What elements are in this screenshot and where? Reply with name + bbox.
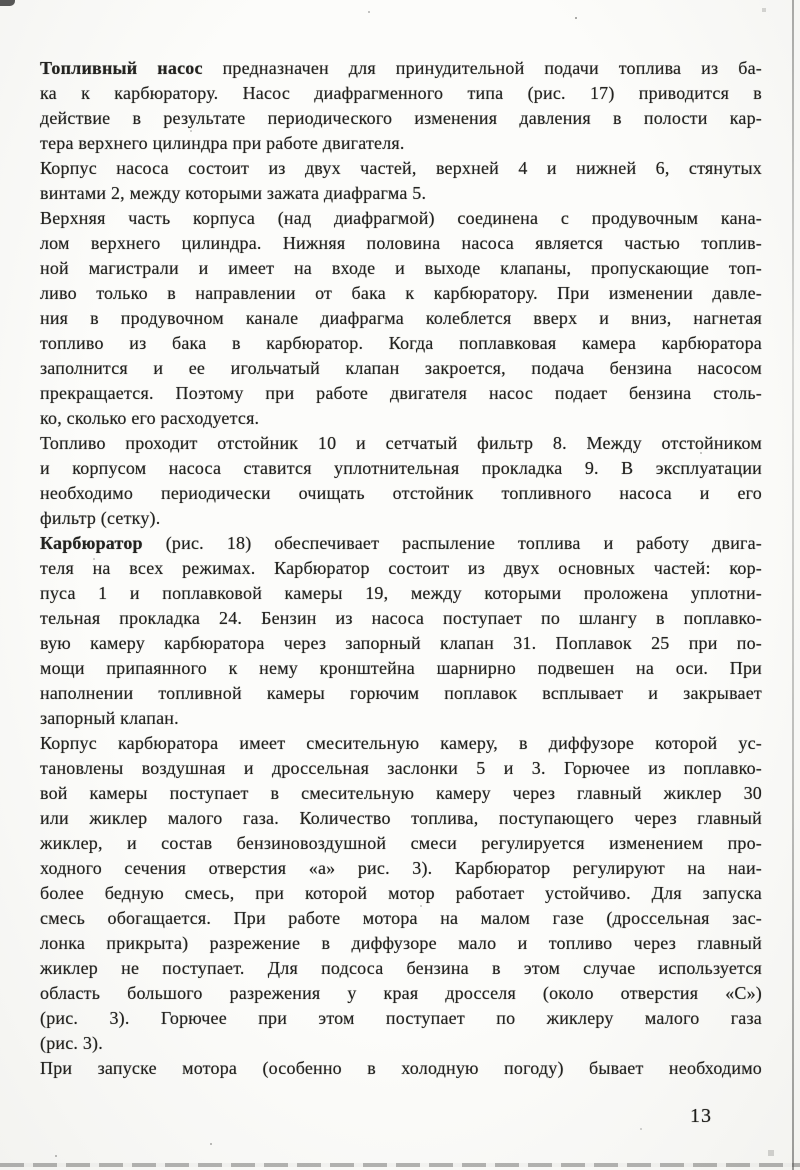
text-line: вую камеру карбюратора через запорный клапан 31. Поплавок 25 при по- [40, 633, 762, 653]
text-line: ко, сколько его расходуется. [40, 408, 260, 428]
text-line: винтами 2, между которыми зажата диафрагма 5. [40, 183, 427, 203]
paragraph [40, 431, 762, 531]
text-line: ливо только в направлении от бака к карбюратору. При изменении давле- [40, 283, 762, 303]
text-line: действие в результате периодического изменения давления в полости кар- [40, 108, 762, 128]
bold-lead-words: Топливный насос [40, 58, 203, 78]
text-line: тельная прокладка 24. Бензин из насоса поступает по шлангу в поплавко- [40, 608, 762, 628]
bold-lead-words: Карбюратор [40, 533, 143, 553]
text-line: (рис. 3). [40, 1033, 103, 1053]
paragraph [40, 1056, 762, 1081]
text-line: Топливо проходит отстойник 10 и сетчатый фильтр 8. Между отстойником [40, 433, 762, 453]
text-line: и корпусом насоса ставится уплотнительная прокладка 9. В эксплуатации [40, 458, 762, 478]
text-line: Корпус карбюратора имеет смесительную камеру, в диффузоре которой ус- [40, 733, 762, 753]
text-line: Топливный насос предназначен для принудительной подачи топлива из ба- [40, 58, 763, 78]
scan-artifact-corner-blot [0, 0, 15, 6]
scan-noise-specks [0, 0, 2, 2]
text-line: (рис. 3). Горючее при этом поступает по жиклеру малого газа [40, 1008, 762, 1028]
text-line: необходимо периодически очищать отстойник топливного насоса и его [40, 483, 762, 503]
page-text-block [40, 56, 762, 1081]
text-line: лонка прикрыта) разрежение в диффузоре мало и топливо через главный [40, 933, 762, 953]
text-line: вой камеры поступает в смесительную камеру через главный жиклер 30 [40, 783, 762, 803]
text-line: Верхняя часть корпуса (над диафрагмой) соединена с продувочным кана- [40, 208, 762, 228]
text-line: мощи припаянного к нему кронштейна шарнирно подвешен на оси. При [40, 658, 762, 678]
text-line: наполнении топливной камеры горючим поплавок всплывает и закрывает [40, 683, 762, 703]
text-line: жиклер не поступает. Для подсоса бензина в этом случае используется [40, 958, 762, 978]
paragraph [40, 731, 762, 1056]
paragraph [40, 156, 762, 206]
text-line: фильтр (сетку). [40, 508, 161, 528]
page-number: 13 [690, 1105, 712, 1127]
text-line: ка к карбюратору. Насос диафрагменного типа (рис. 17) приводится в [40, 83, 762, 103]
text-line: Корпус насоса состоит из двух частей, верхней 4 и нижней 6, стянутых [40, 158, 762, 178]
text-line: теля на всех режимах. Карбюратор состоит из двух основных частей: кор- [40, 558, 762, 578]
scan-artifact-right-edge-line [792, 0, 794, 1170]
text-line: тера верхнего цилиндра при работе двигателя. [40, 133, 405, 153]
text-line: ной магистрали и имеет на входе и выходе клапаны, пропускающие топ- [40, 258, 762, 278]
text-line: топливо из бака в карбюратор. Когда поплавковая камера карбюратора [40, 333, 762, 353]
text-line: заполнится и ее игольчатый клапан закроется, подача бензина насосом [40, 358, 762, 378]
text-line: прекращается. Поэтому при работе двигателя насос подает бензина столь- [40, 383, 762, 403]
paragraph [40, 56, 762, 156]
text-line: пуса 1 и поплавковой камеры 19, между которыми проложена уплотни- [40, 583, 762, 603]
text-line: жиклер, и состав бензиновоздушной смеси регулируется изменением про- [40, 833, 762, 853]
text-line: ния в продувочном канале диафрагма колеблется вверх и вниз, нагнетая [40, 308, 762, 328]
text-line: более бедную смесь, при которой мотор работает устойчиво. Для запуска [40, 883, 762, 903]
text-line: ходного сечения отверстия «а» рис. 3). Карбюратор регулируют на наи- [40, 858, 762, 878]
scan-artifact-bottom-line [0, 1163, 800, 1167]
text-line: лом верхнего цилиндра. Нижняя половина насоса является частью топлив- [40, 233, 762, 253]
text-line: смесь обогащается. При работе мотора на малом газе (дроссельная зас- [40, 908, 762, 928]
text-line: тановлены воздушная и дроссельная заслонки 5 и 3. Горючее из поплавко- [40, 758, 762, 778]
text-line: область большого разрежения у края дросселя (около отверстия «С») [40, 983, 762, 1003]
text-line: Карбюратор (рис. 18) обеспечивает распыление топлива и работу двига- [40, 533, 762, 553]
paragraph [40, 531, 762, 731]
text-line: или жиклер малого газа. Количество топлива, поступающего через главный [40, 808, 762, 828]
paragraph [40, 206, 762, 431]
text-line: При запуске мотора (особенно в холодную погоду) бывает необходимо [40, 1058, 762, 1078]
text-line: запорный клапан. [40, 708, 179, 728]
